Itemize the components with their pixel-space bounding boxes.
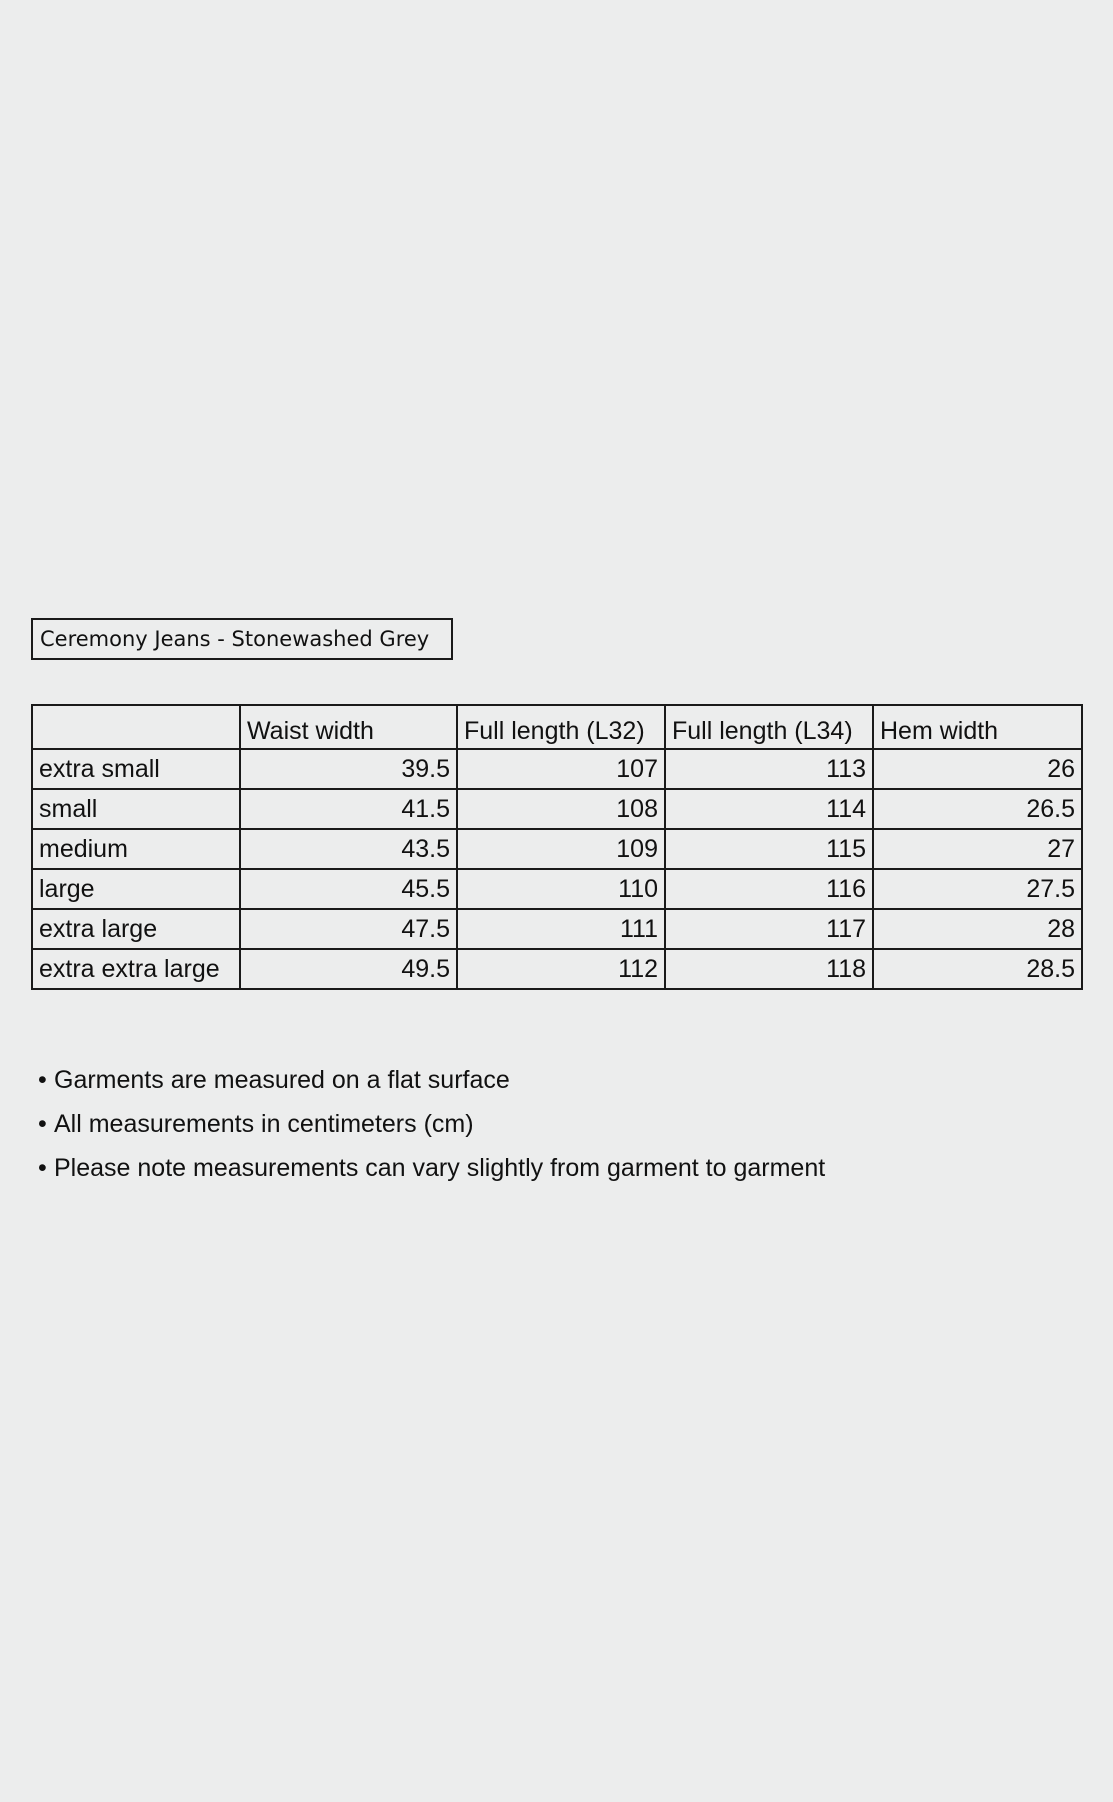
- full-length-l32-value: 111: [457, 909, 665, 949]
- full-length-l32-value: 108: [457, 789, 665, 829]
- note-text: Garments are measured on a flat surface: [54, 1066, 510, 1094]
- note-item: [38, 1102, 825, 1146]
- waist-width-value: 43.5: [240, 829, 457, 869]
- full-length-l32-value: 112: [457, 949, 665, 989]
- table-row: [32, 829, 1082, 869]
- waist-width-value: 41.5: [240, 789, 457, 829]
- full-length-l32-value: 107: [457, 749, 665, 789]
- full-length-l34-value: 114: [665, 789, 873, 829]
- hem-width-value: 28.5: [873, 949, 1082, 989]
- header-size-column: [32, 705, 240, 749]
- measurement-notes: [38, 1058, 825, 1190]
- size-label: extra small: [32, 749, 240, 789]
- hem-width-value: 27.5: [873, 869, 1082, 909]
- full-length-l34-value: 113: [665, 749, 873, 789]
- bullet-icon: •: [38, 1154, 47, 1182]
- size-label: medium: [32, 829, 240, 869]
- full-length-l34-value: 116: [665, 869, 873, 909]
- size-label: extra large: [32, 909, 240, 949]
- bullet-icon: •: [38, 1110, 47, 1138]
- full-length-l34-value: 118: [665, 949, 873, 989]
- note-text: All measurements in centimeters (cm): [54, 1110, 474, 1138]
- hem-width-value: 28: [873, 909, 1082, 949]
- table-row: [32, 949, 1082, 989]
- waist-width-value: 47.5: [240, 909, 457, 949]
- table-row: [32, 789, 1082, 829]
- full-length-l34-value: 117: [665, 909, 873, 949]
- hem-width-value: 27: [873, 829, 1082, 869]
- header-full-length-l32: Full length (L32): [457, 705, 665, 749]
- header-full-length-l34: Full length (L34): [665, 705, 873, 749]
- waist-width-value: 39.5: [240, 749, 457, 789]
- bullet-icon: •: [38, 1066, 47, 1094]
- note-item: [38, 1146, 825, 1190]
- size-label: extra extra large: [32, 949, 240, 989]
- table-row: [32, 749, 1082, 789]
- full-length-l32-value: 110: [457, 869, 665, 909]
- table-row: [32, 869, 1082, 909]
- waist-width-value: 45.5: [240, 869, 457, 909]
- note-item: [38, 1058, 825, 1102]
- table-header-row: [32, 705, 1082, 749]
- hem-width-value: 26: [873, 749, 1082, 789]
- table-row: [32, 909, 1082, 949]
- header-hem-width: Hem width: [873, 705, 1082, 749]
- size-label: large: [32, 869, 240, 909]
- full-length-l32-value: 109: [457, 829, 665, 869]
- size-label: small: [32, 789, 240, 829]
- full-length-l34-value: 115: [665, 829, 873, 869]
- hem-width-value: 26.5: [873, 789, 1082, 829]
- note-text: Please note measurements can vary slightly from garment to garment: [54, 1154, 826, 1182]
- size-chart-table: [31, 704, 1083, 990]
- header-waist-width: Waist width: [240, 705, 457, 749]
- waist-width-value: 49.5: [240, 949, 457, 989]
- product-title: Ceremony Jeans - Stonewashed Grey: [31, 618, 453, 660]
